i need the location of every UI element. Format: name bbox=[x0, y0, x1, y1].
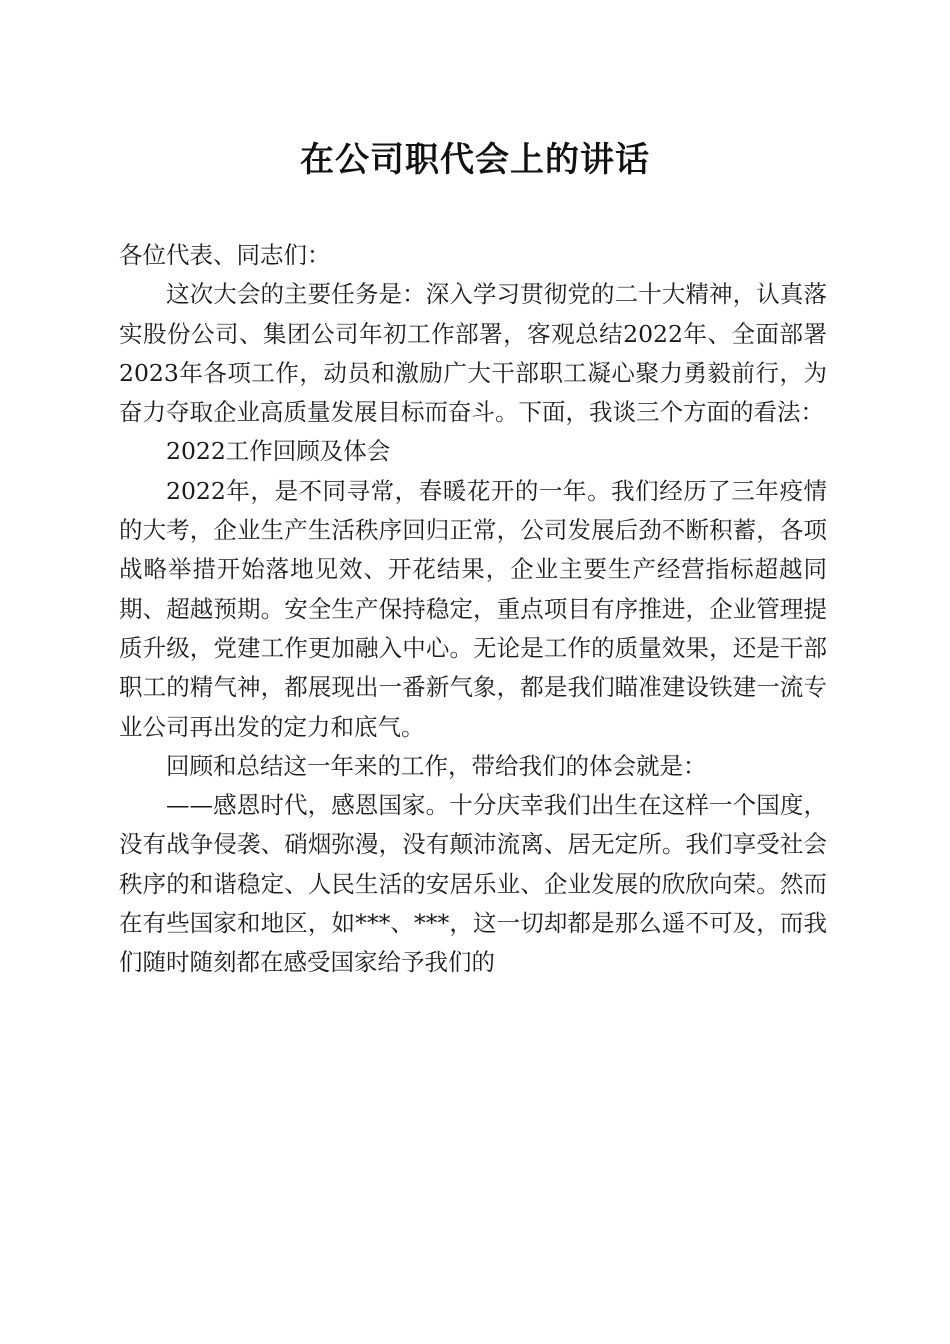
document-title: 在公司职代会上的讲话 bbox=[300, 140, 650, 180]
review-paragraph: 2022年，是不同寻常，春暖花开的一年。我们经历了三年疫情的大考，企业生产生活秩序回归正常，公司发展后劲不断积蓄，各项战略举措开始落地见效、开花结果，企业主要生产经营指标超越同期、超越预期。安全生产保持稳定，重点项目有序推进，企业管理提质升级，党建工作更加融入中心。无论是工作的质量效果，还是干部职工的精气神，都展现出一番新气象，都是我们瞄准建设铁建一流专业公司再出发的定力和底气。 bbox=[119, 476, 827, 741]
section-heading: 2022工作回顾及体会 bbox=[166, 437, 391, 466]
greeting-paragraph: 各位代表、同志们： bbox=[119, 241, 331, 269]
document-body bbox=[119, 236, 827, 983]
intro-paragraph: 这次大会的主要任务是：深入学习贯彻党的二十大精神，认真落实股份公司、集团公司年初工作部署，客观总结2022年、全面部署2023年各项工作，动员和激励广大干部职工凝心聚力勇毅前行，为奋力夺取企业高质量发展目标而奋斗。下面，我谈三个方面的看法： bbox=[119, 280, 827, 427]
reflection-intro-paragraph: 回顾和总结这一年来的工作，带给我们的体会就是： bbox=[166, 751, 707, 780]
gratitude-paragraph: ——感恩时代，感恩国家。十分庆幸我们出生在这样一个国度，没有战争侵袭、硝烟弥漫，没有颠沛流离、居无定所。我们享受社会秩序的和谐稳定、人民生活的安居乐业、企业发展的欣欣向荣。然而在有些国家和地区，如***、***，这一切却都是那么遥不可及，而我们随时随刻都在感受国家给予我们的 bbox=[119, 791, 827, 977]
